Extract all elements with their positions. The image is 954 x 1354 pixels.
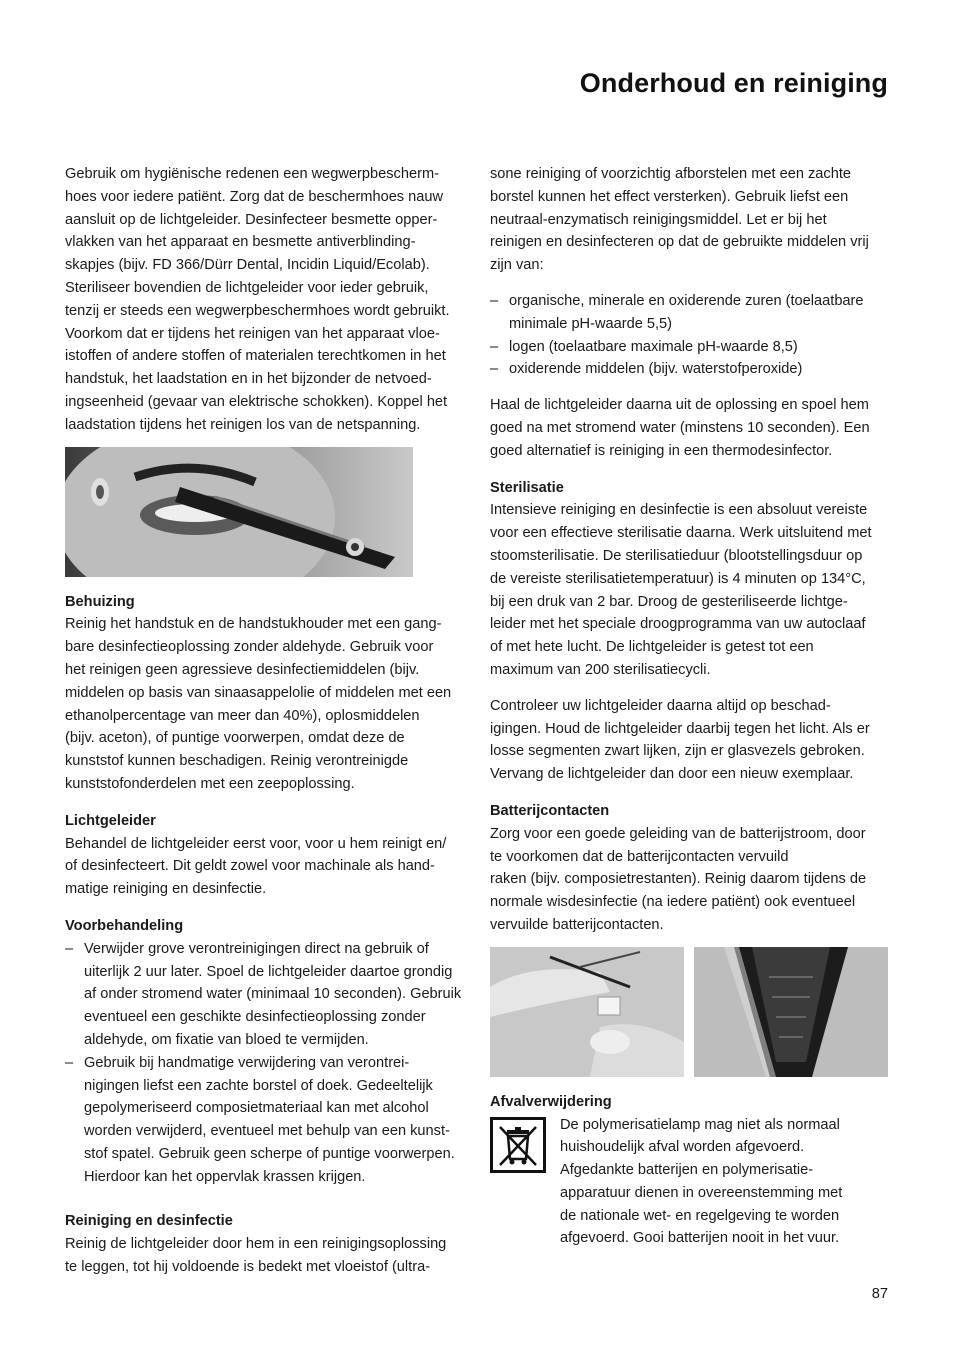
heading-reiniging: Reiniging en desinfectie — [65, 1213, 233, 1230]
list-free-of — [490, 290, 890, 381]
paragraph-batterijcontacten: Zorg voor een goede geleiding van de batterijstroom, door te voorkomen dat de batterijcontacten vervuild raken (bijv. composietrestanten). Reinig daarom tijdens de normale wisdesinfectie (na iedere patiënt) ook eventueel vervuilde batterijcontacten. — [490, 825, 867, 933]
paragraph-afvalverwijdering: De polymerisatielamp mag niet als normaal huishoudelijk afval worden afgevoerd. Afgedankte batterijen en polymerisatie- apparatuur dienen in overeenstemming met de nationale wet- en regelgeving te worden afgevoerd. Gooi batterijen nooit in het vuur. — [560, 1116, 843, 1247]
intro-paragraph: Gebruik om hygiënische redenen een wegwerpbescherm- hoes voor iedere patiënt. Zorg dat de beschermhoes nauw aansluit op de lichtgeleider. Desinfecteer besmette opper- vlakken van het apparaat en besmette antiverblinding- skapjes (bijv. FD 366/Dürr Dental, Incidin Liquid/Ecolab). Steriliseer bovendien de lichtgeleider voor ieder gebruik, tenzij er steeds een wegwerpbeschermhoes wordt gebruikt. Voorkom dat er tijdens het reinigen van het apparaat vloe- istoffen of andere stoffen of materialen terechtkomen in het handstuk, het laadstation en in het bijzonder de netvoed- ingseenheid (gevaar van elektrische schokken). Koppel het laadstation tijdens het reinigen los van de netspanning. — [65, 166, 450, 433]
list-item: – Verwijder grove verontreinigingen direct na gebruik of uiterlijk 2 uur later. Spoel de lichtgeleider daartoe grondig af onder stromend water (minimaal 10 seconden). Gebruik eventueel een geschikte desinfectieoplossing zonder aldehyde, om fixatie van bloed te vermijden. — [65, 938, 465, 1052]
waste-section — [490, 1114, 890, 1251]
heading-batterijcontacten: Batterijcontacten — [490, 802, 610, 819]
list-item: – Gebruik bij handmatige verwijdering van verontrei- nigingen liefst een zachte borstel of doek. Gedeeltelijk gepolymeriseerd composietmateriaal kan met alcohol worden verwijderd, eventueel met behulp van een kunst- stof spatel. Gebruik geen scherpe of puntige voorwerpen. Hierdoor kan het oppervlak krassen krijgen. — [65, 1052, 465, 1189]
paragraph-check: Controleer uw lichtgeleider daarna altijd op beschad- igingen. Houd de lichtgeleider daarbij tegen het licht. Als er losse segmenten zwart lijken, zijn er glasvezels gebroken. Vervang de lichtgeleider dan door een nieuw exemplaar. — [490, 697, 870, 783]
photo-cleaning-contacts — [490, 947, 684, 1077]
page-number: 87 — [871, 1286, 888, 1302]
list-item: – organische, minerale en oxiderende zuren (toelaatbare minimale pH-waarde 5,5) — [490, 290, 890, 336]
photo-light-guide-tip — [694, 947, 888, 1077]
list-voorbehandeling — [65, 938, 465, 1189]
heading-voorbehandeling: Voorbehandeling — [65, 917, 184, 934]
heading-afvalverwijdering: Afvalverwijdering — [490, 1093, 612, 1110]
heading-behuizing: Behuizing — [65, 593, 135, 610]
heading-lichtgeleider: Lichtgeleider — [65, 812, 156, 829]
paragraph-sterilisatie: Intensieve reiniging en desinfectie is een absoluut vereiste voor een effectieve sterilisatie daarna. Werk uitsluitend met stoomsterilisatie. De sterilisatieduur (blootstellingsduur op de vereiste sterilisatietemperatuur) is 4 minuten op 134°C, bij een druk van 2 bar. Droog de gesteriliseerde lichtge- leider met het speciale droogprogramma van uw autoclaaf of met hete lucht. De lichtgeleider is getest tot een maximum van 200 sterilisatiecycli. — [490, 502, 872, 678]
page-title: Onderhoud en reiniging — [579, 68, 888, 98]
paragraph-behuizing: Reinig het handstuk en de handstukhouder met een gang- bare desinfectieoplossing zonder aldehyde. Gebruik voor het reinigen geen agressieve desinfectiemiddelen (bijv. middelen op basis van sinaasappelolie of middelen met een ethanolpercentage van meer dan 40%), oplosmiddelen (bijv. aceton), of puntige voorwerpen, omdat deze de kunststof kunnen beschadigen. Reinig verontreinigde kunststofonderdelen met een zeepoplossing. — [65, 616, 452, 792]
crossed-out-wheelie-bin-icon — [490, 1117, 546, 1173]
photo-light-guide-in-mouth — [65, 447, 413, 577]
paragraph-rinse: Haal de lichtgeleider daarna uit de oplossing en spoel hem goed na met stromend water (minstens 10 seconden). Een goed alternatief is reiniging in een thermodesinfector. — [490, 397, 870, 459]
heading-sterilisatie: Sterilisatie — [490, 479, 564, 496]
list-item: – oxiderende middelen (bijv. waterstofperoxide) — [490, 358, 890, 381]
right-column — [490, 163, 890, 1250]
list-item: – logen (toelaatbare maximale pH-waarde 8,5) — [490, 336, 890, 359]
left-column — [65, 163, 465, 1279]
paragraph-reiniging: Reinig de lichtgeleider door hem in een reinigingsoplossing te leggen, tot hij voldoende is bedekt met vloeistof (ultra- — [65, 1236, 447, 1276]
paragraph-reiniging-continued: sone reiniging of voorzichtig afborstelen met een zachte borstel kunnen het effect versterken). Gebruik liefst een neutraal-enzymatisch reinigingsmiddel. Let er bij het reinigen en desinfecteren op dat de gebruikte middelen vrij zijn van: — [490, 166, 869, 274]
photo-row — [490, 947, 890, 1077]
paragraph-lichtgeleider: Behandel de lichtgeleider eerst voor, voor u hem reinigt en/ of desinfecteert. Dit geldt zowel voor machinale als hand- matige reiniging en desinfectie. — [65, 835, 447, 898]
